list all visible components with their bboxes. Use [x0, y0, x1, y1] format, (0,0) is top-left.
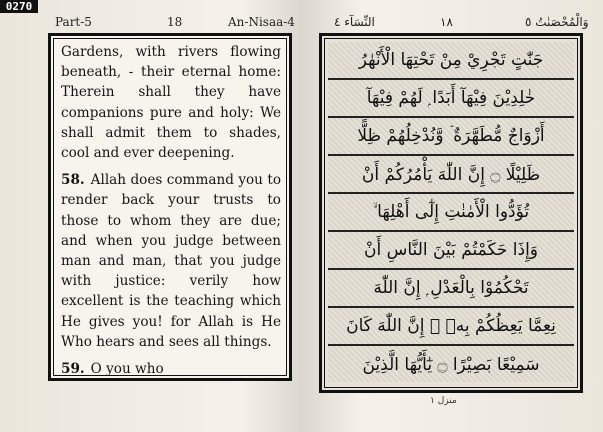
- arabic-line: نِعِمَّا يَعِظُكُمْ بِهٖ ۭ إِنَّ اللّٰهَ كَانَ: [328, 308, 574, 346]
- verse-text: Allah does command you to render back your trusts to those to whom they are due; and when you judge between man and man, that you judge with justice: verily how excellent is the teaching which He gives you! for Allah is He Who hears and sees all things.: [61, 172, 281, 350]
- arabic-line: تُؤَدُّوا الْأَمٰنٰتِ إِلٰٓى أَهْلِهَا ۙ: [328, 194, 574, 232]
- arabic-lines: [328, 42, 574, 384]
- arabic-line: خٰلِدِيْنَ فِيْهَآ أَبَدًا ۭ لَهُمْ فِيْهَآ: [328, 80, 574, 118]
- arabic-line: ظَلِيْلًا ۝ إِنَّ اللّٰهَ يَأْمُرُكُمْ أَنْ: [328, 156, 574, 194]
- arabic-line: أَزْوَاجٌ مُّطَهَّرَةٌ ۡ وَّنُدْخِلُهُمْ ظِلًّا: [328, 118, 574, 156]
- arabic-line: جَنّٰتٍ تَجْرِيْ مِنْ تَحْتِهَا الْأَنْهٰرُ: [328, 42, 574, 80]
- surah-label: An-Nisaa-4: [228, 15, 295, 29]
- arabic-part-label: وَالْمُحْصَنٰتُ ٥: [525, 15, 589, 29]
- manzil-label: منزل ١: [430, 396, 457, 406]
- page-number-badge: 0270: [0, 0, 38, 13]
- translation-text: [61, 42, 281, 386]
- verse-58: [61, 170, 281, 352]
- arabic-line: سَمِيْعًا بَصِيْرًا ۝ يٰٓأَيُّهَا الَّذِيْنَ: [328, 346, 574, 382]
- part-label: Part-5: [55, 15, 92, 29]
- arabic-frame: [319, 33, 583, 393]
- verse-number: 58.: [61, 172, 85, 189]
- page-number: 18: [167, 15, 183, 29]
- paragraph-continuation: Gardens, with rivers flowing beneath, - their eternal home: Therein shall they have companions pure and holy: We shall admit them to shades, cool and ever deepening.: [61, 44, 281, 162]
- arabic-page-number: ١٨: [440, 15, 453, 29]
- arabic-line: وَإِذَا حَكَمْتُمْ بَيْنَ النَّاسِ أَنْ: [328, 232, 574, 270]
- verse-text: O you who: [90, 361, 164, 378]
- arabic-line: تَحْكُمُوْا بِالْعَدْلِ ۭ إِنَّ اللّٰهَ: [328, 270, 574, 308]
- verse-number: 59.: [61, 361, 85, 378]
- arabic-surah-label: النِّسَآء ٤: [334, 15, 375, 29]
- verse-59: [61, 359, 281, 379]
- translation-frame: [48, 33, 292, 381]
